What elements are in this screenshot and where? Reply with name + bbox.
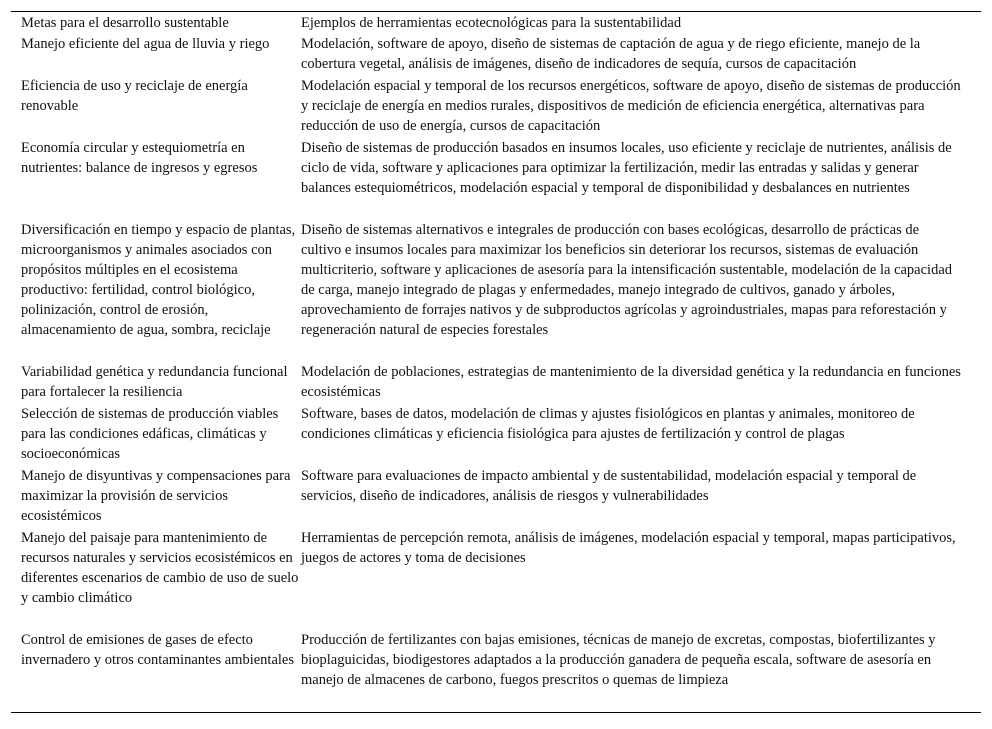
cell-meta: Control de emisiones de gases de efecto invernadero y otros contaminantes ambientales: [21, 632, 294, 668]
table-row: [11, 34, 981, 76]
table-row: [11, 466, 981, 528]
data-table: [11, 11, 981, 713]
cell-herramientas: Diseño de sistemas de producción basados en insumos locales, uso eficiente y reciclaje de nutrientes, análisis de ciclo de vida, software y aplicaciones para optimizar la fertilización, medir las entradas y salidas y generar balances estequiométricos, modelación espacial y temporal de disponibilidad y desbalances en nutrientes: [301, 140, 952, 196]
cell-herramientas: Producción de fertilizantes con bajas emisiones, técnicas de manejo de excretas, compostas, biofertilizantes y bioplaguicidas, biodigestores adaptados a la producción ganadera de pequeña escala, software de asesoría en manejo de almacenes de carbono, fuegos prescritos o quemas de limpieza: [301, 632, 936, 688]
header-metas: Metas para el desarrollo sustentable: [21, 15, 229, 31]
table-row: [11, 76, 981, 138]
cell-meta: Economía circular y estequiometría en nutrientes: balance de ingresos y egresos: [21, 140, 258, 176]
cell-meta: Manejo de disyuntivas y compensaciones para maximizar la provisión de servicios ecosistémicos: [21, 468, 291, 524]
table-row: [11, 138, 981, 220]
cell-meta: Manejo del paisaje para mantenimiento de recursos naturales y servicios ecosistémicos en diferentes escenarios de cambio de uso de suelo y cambio climático: [21, 530, 299, 606]
cell-meta: Eficiencia de uso y reciclaje de energía renovable: [21, 78, 248, 114]
cell-herramientas: Software para evaluaciones de impacto ambiental y de sustentabilidad, modelación espacial y temporal de servicios, diseño de indicadores, análisis de riesgos y vulnerabilidades: [301, 468, 917, 504]
cell-herramientas: Modelación espacial y temporal de los recursos energéticos, software de apoyo, diseño de sistemas de producción y reciclaje de energía en medios rurales, dispositivos de medición de eficiencia energética, alternativas para reducción de uso de energía, cursos de capacitación: [301, 78, 961, 134]
cell-meta: Selección de sistemas de producción viables para las condiciones edáficas, climáticas y socioeconómicas: [21, 406, 279, 462]
table-row: [11, 528, 981, 630]
cell-herramientas: Modelación de poblaciones, estrategias de mantenimiento de la diversidad genética y la redundancia en funciones ecosistémicas: [301, 364, 961, 400]
table-header: [11, 12, 981, 34]
cell-meta: Manejo eficiente del agua de lluvia y riego: [21, 36, 270, 52]
cell-herramientas: Modelación, software de apoyo, diseño de sistemas de captación de agua y de riego eficiente, manejo de la cobertura vegetal, análisis de imágenes, diseño de indicadores de sequía, cursos de capacitación: [301, 36, 921, 72]
table-row: [11, 362, 981, 404]
table-row: [11, 404, 981, 466]
table-row: [11, 630, 981, 712]
cell-herramientas: Diseño de sistemas alternativos e integrales de producción con bases ecológicas, desarrollo de prácticas de cultivo e insumos locales para maximizar los beneficios sin deteriorar los recursos, sistemas de evaluación multicriterio, software y aplicaciones de asesoría para la intensificación sustentable, modelación de la capacidad de carga, manejo integrado de plagas y enfermedades, manejo integrado de cultivos, ganado y árboles, aprovechamiento de forrajes nativos y de subproductos agrícolas y agroindustriales, mapas para reforestación y regeneración natural de especies forestales: [301, 222, 953, 338]
table-row: [11, 220, 981, 362]
header-herramientas: Ejemplos de herramientas ecotecnológicas para la sustentabilidad: [301, 15, 682, 31]
cell-meta: Diversificación en tiempo y espacio de plantas, microorganismos y animales asociados con propósitos múltiples en el ecosistema productivo: fertilidad, control biológico, polinización, control de erosión, almacenamiento de agua, sombra, reciclaje: [21, 222, 296, 338]
cell-herramientas: Software, bases de datos, modelación de climas y ajustes fisiológicos en plantas y animales, monitoreo de condiciones climáticas y eficiencia fisiológica para ajustes de fertilización y control de plagas: [301, 406, 915, 442]
cell-meta: Variabilidad genética y redundancia funcional para fortalecer la resiliencia: [21, 364, 288, 400]
cell-herramientas: Herramientas de percepción remota, análisis de imágenes, modelación espacial y temporal, mapas participativos, juegos de actores y toma de decisiones: [301, 530, 956, 566]
